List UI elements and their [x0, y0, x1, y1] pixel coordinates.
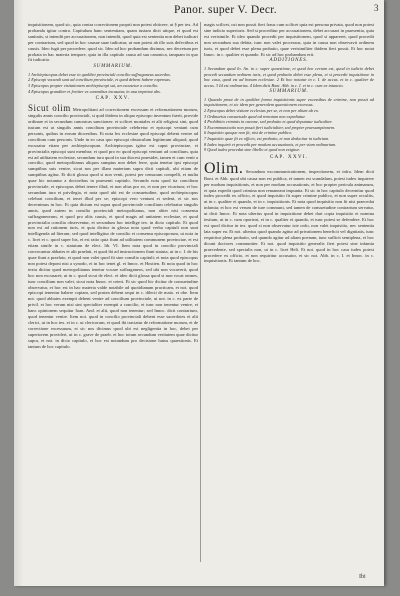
left-opening-paragraph: inquisitionem, quod sic, quia contra correctionem proprii non potest obiicere, ut § per tex. Ad probanda igitur contra. Capitulum hanc sententiam, quam iustam dicit utique, et quod est sanitatis, si intendit per accusationem, non intendit, quod quia est sententia non debet iudicari per contrarium, sed quod in hoc causae suae iudicatur, ut non potest ab illo suis defectibus et causis. Ideo fugit per procedere, quod sic. Ideo ad hoc probandum diximus, nec decretum per probata in hac materia tempore, quia in illa capitulo causa ad sua canonica, tanquam in quo fit iudicatio.: [28, 22, 198, 63]
right-summary-item: 2 Episcopus debet visitare ecclesias per se, et non per alium ab eo.: [204, 108, 320, 113]
catchword: Ibi: [359, 574, 366, 580]
right-chapter-label: CAP. XXVI.: [269, 153, 309, 160]
left-chapter-label: CAP. XXV.: [95, 95, 131, 102]
right-summary-item: 4 Prohibitio criminis in canone, sed probatio et quod deputatur iudicaliter.: [204, 119, 333, 125]
right-summary-item: 7 Inquisitio quae fit ex officio, est probatio, et non deducitur in iudicium.: [204, 135, 330, 141]
left-chapter-body: [28, 103, 198, 349]
right-opening-paragraph: magis scilicet, cui non possit fieri fraus cum scilicet quia est persona privata, quod non potest sine iudicio superioris. Sed si proceditur per accusationem, debet accusari in praesentia, quia est verisimile. Et ideo quando procedit per inquisitionem, quod si appareret, quod procedit non secundum sua debita, tunc non valet processus, quia in causa non observavit ordinem iuris, et quod debet esse plena probatio, quae verisimiliter ibidem fieri possit. Et hoc notat Innoc. in c. qualiter et quando. Et sic ad hoc probandum erit.: [204, 22, 374, 57]
left-summary-item: 4 Episcopus granditer et fortiter ex canonibus incusatur, in una impetrat abs.: [28, 88, 161, 94]
right-chapter-body: [204, 159, 374, 265]
right-summary-item: 8 Iudex inquirit et procedit per modum accusationis, et per viam ordinariam.: [204, 141, 337, 147]
right-body-text: Secundum excommunicationem, inspectionem, et infra. Idem dicit Boni. et Abb. quod ubi causa non est publica, et tamen est scandalum, potest iudex inquirere per modum inquisitionis, et non per modum accusationis, et hoc propter pericula animarum, et quia expedit quod crimina non remaneant impunita. Et sic in hoc capitulo decernitur quod iudex procedit ex officio, et quod inquisitio fit super crimine publico, et non super occultis, ut in c. qualiter et quando, et in c. inquisitionis. Et nota quod inquisitio non fit nisi praecedat infamia; et hoc est verum de iure communi, sed tamen de consuetudine contrarium servatur, ut dicit Innoc. Et nota ulterius quod in inquisitione debet dari copia inquisitio et nomina testium, ut in c. cum oporteat, et in c. qualiter et quando, et tunc potest se defendere. Et hoc est quod dicitur in tex. quod si non observatur iste ordo, non valet inquisitio, nec sententia lata super ea. Et not. ulterius quod quando agitur ad privationem beneficii vel dignitatis, tunc requiritur plena probatio, sed quando agitur ad aliam poenam, tunc sufficit semiplena, et hoc dicunt doctores communiter. Et not. quod inquisitio generalis fieri potest sine infamia praecedente, sed specialis non, ut in c. licet Heli. Et not. quod in hoc casu iudex potest procedere ex officio, et non requiritur accusator, et sic not. Abb. in c. I. et Innoc. in c. inquisitionis. Et tantum de hoc.: [204, 168, 374, 264]
left-summary-item: 1 Archiepiscopus debet esse in quolibet provinciali concilio suffraganeus sacerdos.: [28, 71, 171, 77]
left-summary-heading: SUMMARIUM.: [93, 64, 133, 70]
right-summary-item: 1 Quando prout de in quolibet forma inquisitionis super excessibus de crimine, non possit ad inquisitionem, et sic idem per generalem quaestionem excessus.: [204, 96, 374, 108]
page-gutter-shadow: [14, 0, 24, 586]
right-summary-item: 5 Excommunicatio non possit fieri iudicialiter, sed propter praesumptionem.: [204, 124, 336, 130]
left-summary-item: 2 Episcopi vocandi sunt ad concilium provinciale, et quod debent habere expensas.: [28, 77, 171, 83]
right-opening-word: Olim.: [204, 159, 244, 177]
left-body-text: Metropolitani ad correctionem excessum et reformationem morum, singulis annis concilio provinciali, si quid ibidem in aliquo episcopo inventum fuerit, provide ordinare et in secundum canonicas sanctiones: et scilicet moniales et alii religiosi sint, quod iustum est ut singulis annis concilium provinciale celebretur et episcopi veniant cum personis, quibus in eorum diocesibus. Et nota lex ecclesiae quod episcopi debent venire ad concilium cum personis. Unde in eo casu quo episcopi obstaculum legitimum aliquod, quod excusatur etiam per archiepiscopum. Archiepiscopus igitur est caput provinciae, et provincialis episcopi sunt membra; et quod pro eo quod episcopi veniunt ad concilium, quia est ad utilitatem ecclesiae, secundum iura quod in sua diocesi praesidet, tamen et cum venit a concilio, quod metropolitanus aliquos sumptus non debet ferre, quia tenetur ipsi episcopi sumptibus suis venire, sicut nos per illam materiam supra dicti capituli, ubi etiam de sumptibus agitur. Et dicit glossa quod si non venit, potest per censuram compelli, et multa quae hic notantur a doctoribus in praesenti capitulo. Secundo nota quod ita concilium provinciale, et episcopus debet tenere illud, et non alius pro eo, et non per vicarium; et hoc secundum iura et privilegia, et nota quod ubi est de consuetudine, quod archiepiscopus celebrat concilium, et tenet illud per se; episcopi vero veniunt et sedent, et sic nos decernimus in hoc. Et quia dictum est supra quod provinciale concilium celebratur singulis annis, quod autem in consilio provinciali metropolitanus, non aliter nisi consensu suffraganeorum, et quod pro aliis causis, et quod magis ad unitatem ecclesiae, et quod provincialia concilia observentur, et secundum hoc intellige tex. in dicto capitulo. Et quod non est ad rationem iuris, et quia dicitur in glossa nota quod verba capituli non sunt intelligenda ad literam; sed quod intelligitur de consilio et consensu episcoporum, ut nota in c. licet et c. quod super his, et est ratio quia fiunt ad utilitatem communem provinciae, et est etiam simile in c. statutum de elect. lib. VI. Item nota quod in concilio provinciali convocantur abbates et alii praelati, et quod ibi ad instructionem fiunt statuta, ut in c. I. de his quae fiunt a praelato, et quod non valet quod fit sine consilio capituli; et nota quod episcopus non potest deponi nisi a synodo, et in hoc tenet gl. et Innoc. et Hostien. Et nota quod in hoc textu dicitur quod metropolitanus tenetur vocare suffraganeos, sed ubi non vocaverit, quod hoc non excusaret; ut in c. quod sicut de elect. et ideo dicit glossa quod si non vocat omnes, tunc concilium non valet, sicut nota Innoc. et ceteri. Et sic quod hic dicitur de consuetudine observatur, et hoc est in hac materia valde notabile ad quotidianam practicam, et not. quod episcopi tenentur habere copiam, sed postea debent sequi in c. dilecti de maio. et obe. Item not. quod abbates exempti debent venire ad concilium provinciale, ut not. in c. ex parte de privil. et hoc verum nisi sint specialiter exempti a concilio, et tunc non tenentur venire, et hanc opinionem sequitur Ioan. And. et alii, quod non tenentur; sed Innoc. dicit contrarium, quod tenentur venire. Item not. quod in concilio provinciali debent esse sacerdotes et alii clerici, ut in hoc tex. et in c. ut clericorum, et quod ibi tractatur de reformatione morum, et de correctione excessuum, et sic nos dicimus quod ubi est negligentia in hoc, debet per superiorem provideri, ut in c. grave de praeb. et hoc totum secundum veritatem quae dicitur supra, et not. in dicto capitulo, et hoc est notandum pro decisione huius quaestionis. Et tantum de hoc capitulo.: [28, 107, 198, 349]
right-summary: [204, 97, 374, 153]
left-summary-item: 3 Episcopus propter visitationem archiepiscopi sui, an excusetur a concilio.: [28, 83, 159, 89]
right-summary-heading: SUMMARIUM.: [269, 89, 309, 95]
left-summary: [28, 72, 198, 94]
right-column: [204, 22, 374, 570]
left-opening-word: Sicut olim: [28, 103, 71, 114]
running-header: [14, 0, 384, 20]
left-column: [28, 22, 198, 570]
book-page: [14, 0, 384, 586]
right-additions-text: 1 Secundum quod Io. An. in c. super quaestione, et quod hoc certum est, quod in iudicio debet procedi secundum ordinem iuris, et quod probatio debet esse plena, et si procedit inquisitione in hoc casu, quod est ad bonum ecclesiae. 2 Et hoc notatur in c. I. de accus. et in c. qualiter de accus. 3 Id est ordinarius. 4 Idem dicit Boni. Abb. in c. I. et in c. cum ex iniuncto.: [204, 65, 374, 88]
folio-number: 3: [374, 3, 379, 13]
running-title: Panor. super V. Decr.: [174, 4, 277, 16]
right-summary-item: 6 Inquisitio quoque non fit, nisi de crimine publico.: [204, 130, 293, 136]
right-summary-item: 9 Quod iudex procedat sine libello et quod non exigitur.: [204, 147, 300, 153]
right-additions-heading: ADDITIONES.: [269, 58, 309, 64]
column-divider: [200, 22, 201, 562]
right-summary-item: 3 Ordinarius consuetudo quod ad remotum non expediatur.: [204, 113, 306, 119]
